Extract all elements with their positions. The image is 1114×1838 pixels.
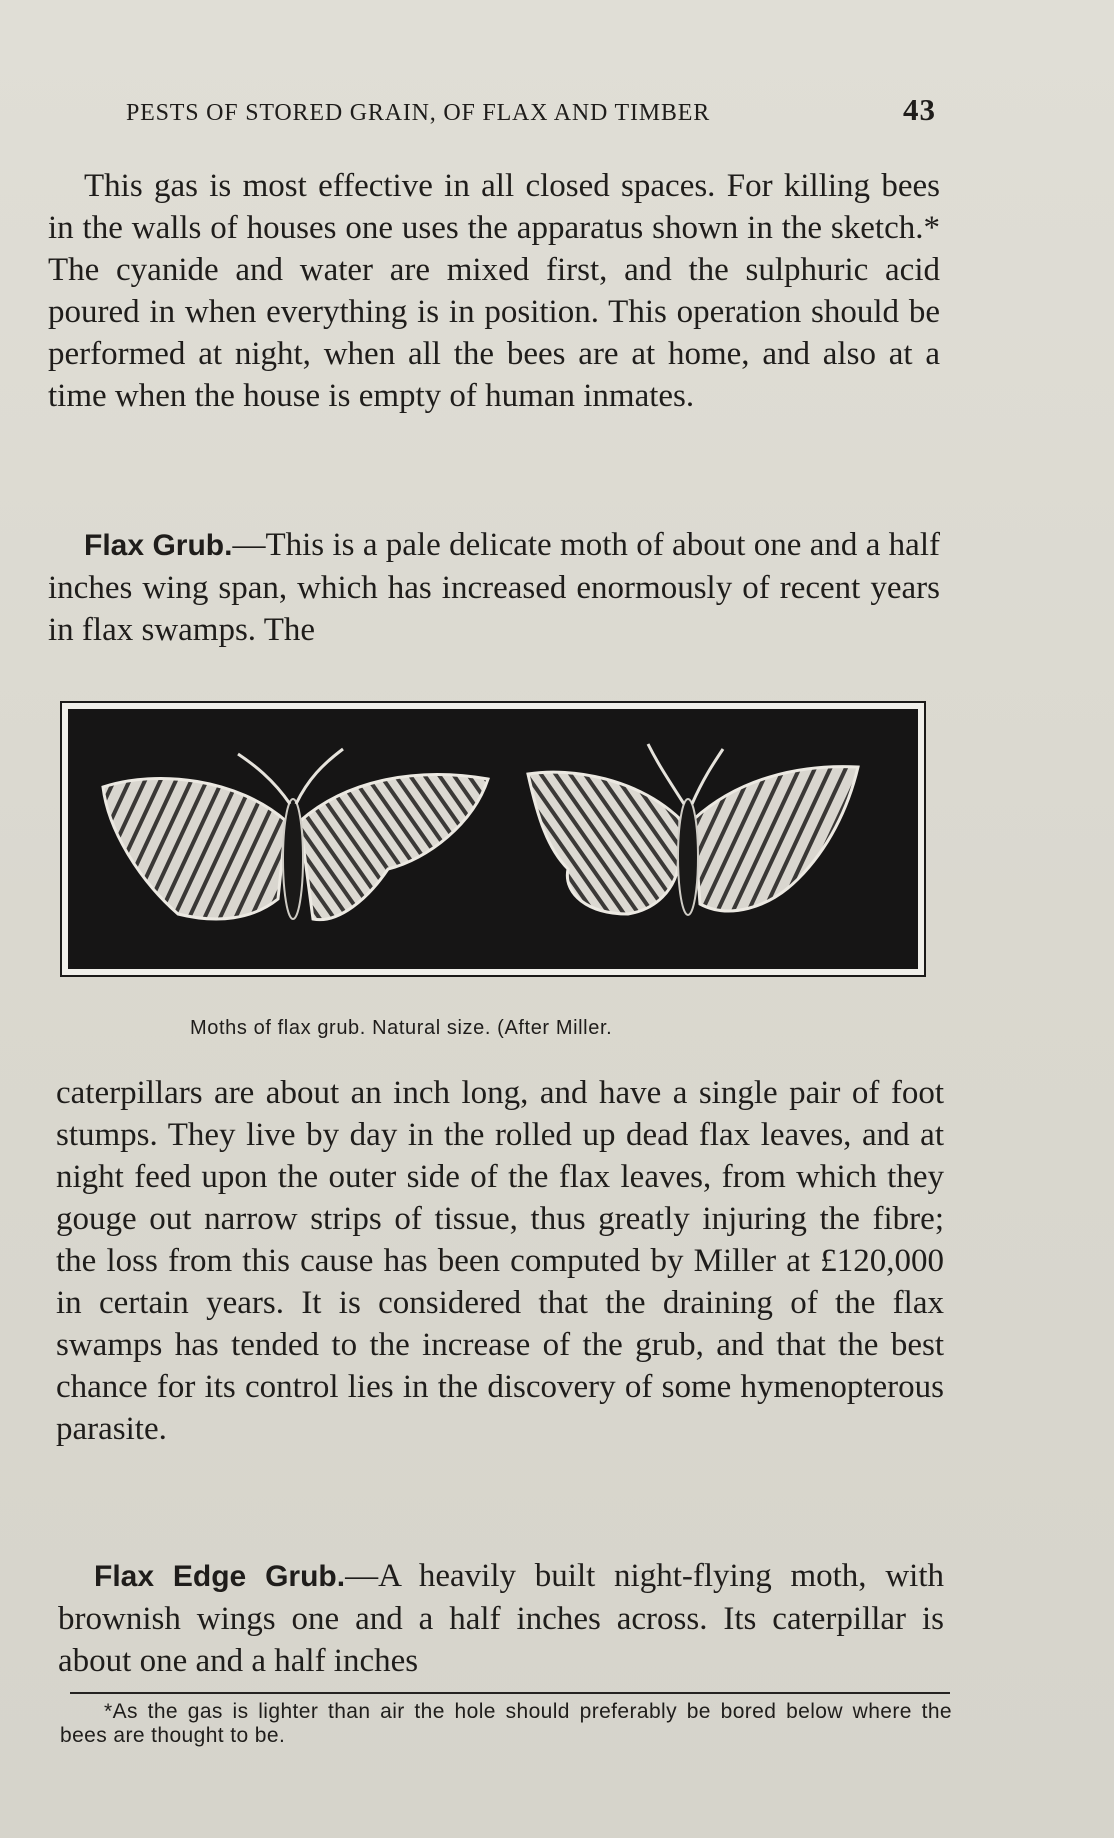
footnote-rule [70, 1692, 950, 1694]
moth-illustration [60, 701, 926, 977]
text-block-3 [56, 1072, 944, 1450]
text-block-2 [48, 524, 940, 651]
page-number: 43 [903, 92, 936, 127]
paragraph-caterpillars: caterpillars are about an inch long, and have a single pair of foot stumps. They live by day in the rolled up dead flax leaves, and at night feed upon the outer side of the flax leaves, from which they gouge out narrow strips of tissue, thus greatly injuring the fibre; the loss from this cause has been computed by Miller at £120,000 in certain years. It is considered that the draining of the flax swamps has tended to the increase of the grub, and that the best chance for its control lies in the discovery of some hymenopterous parasite. [56, 1075, 944, 1447]
moths-image [68, 709, 918, 969]
flax-edge-grub-text: —A heavily built night-flying moth, with brownish wings one and a half inches across. Its caterpillar is about one and a half inches [58, 1558, 944, 1679]
flax-grub-heading: Flax Grub. [84, 529, 233, 562]
paragraph-flax-grub [48, 524, 940, 651]
footnote: *As the gas is lighter than air the hole should preferably be bored below where the bees are thought to be. [60, 1700, 952, 1747]
running-head [126, 92, 936, 128]
paragraph-gas: This gas is most effective in all closed spaces. For killing bees in the walls of houses one uses the apparatus shown in the sketch.* The cyanide and water are mixed first, and the sulphuric acid poured in when everything is in position. This operation should be performed at night, when all the bees are at home, and also at a time when the house is empty of human inmates. [48, 168, 940, 414]
moth-illustration-plate [68, 709, 918, 969]
paragraph-flax-edge-grub [58, 1555, 944, 1682]
figure-caption: Moths of flax grub. Natural size. (After Miller. [190, 1017, 613, 1039]
flax-edge-grub-heading: Flax Edge Grub. [94, 1560, 346, 1593]
running-title: PESTS OF STORED GRAIN, OF FLAX AND TIMBER [126, 100, 711, 126]
moth-right [528, 744, 858, 915]
flax-grub-text: —This is a pale delicate moth of about one and a half inches wing span, which has increased enormously of recent years in flax swamps. The [48, 527, 940, 648]
text-block-4 [58, 1555, 944, 1682]
moth-left [103, 749, 488, 920]
text-block-1 [48, 165, 940, 417]
